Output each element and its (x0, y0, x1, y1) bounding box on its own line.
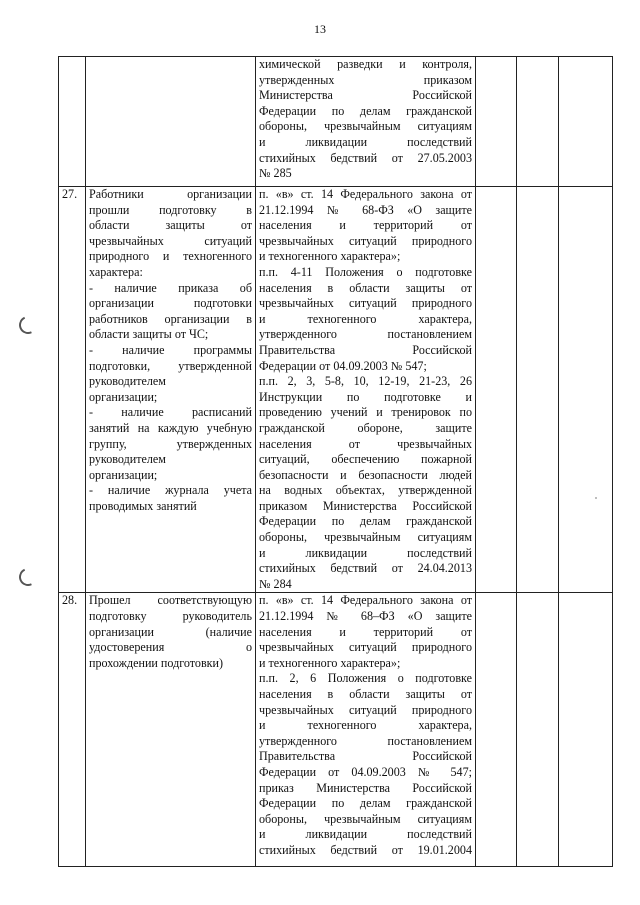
requirement-line: руководителем (89, 452, 166, 467)
table-row (59, 593, 613, 867)
legal-basis-cell (256, 593, 476, 867)
binder-hole-mark (16, 313, 39, 336)
legal-basis-line: Федерации от 04.09.2003 № 547; (259, 358, 427, 373)
legal-basis-cell (256, 187, 476, 593)
scan-speck (595, 497, 597, 499)
legal-basis-line: обороны, чрезвычайным ситуациям (259, 119, 472, 134)
legal-basis-line: утвержденных приказом (259, 72, 472, 87)
legal-basis-line: и ликвидации последствий (259, 827, 472, 842)
legal-basis-line: стихийных бедствий от 27.05.2003 (259, 150, 472, 165)
requirement-line: организации (наличие (89, 624, 252, 639)
binder-hole-mark (16, 565, 39, 588)
requirement-line: работников организации в (89, 311, 252, 326)
row-number: 27. (62, 187, 78, 201)
page-number: 13 (314, 22, 326, 36)
legal-basis-line: на водных объектах, утвержденной (259, 483, 472, 498)
legal-basis-line: п. «в» ст. 14 Федерального закона от (259, 187, 472, 201)
row-number: 28. (62, 593, 78, 608)
legal-basis-line: Федерации по делам гражданской (259, 514, 472, 529)
legal-basis-line: населения и территорий от (259, 624, 472, 639)
legal-basis-line: п.п. 2, 6 Положения о подготовке (259, 671, 472, 686)
legal-basis-line: утвержденного постановлением (259, 327, 472, 342)
requirement-line: - наличие приказа об (89, 280, 252, 295)
legal-basis-line: чрезвычайных ситуаций природного (259, 296, 472, 311)
requirement-line: занятий на каждую учебную (89, 420, 252, 435)
checklist-table (58, 56, 613, 867)
legal-basis-line: населения и территорий от (259, 218, 472, 233)
legal-basis-line: безопасности и безопасности людей (259, 467, 472, 482)
legal-basis-line: Инструкции по подготовке и (259, 389, 472, 404)
legal-basis-line: Федерации по делам гражданской (259, 796, 472, 811)
mark-yes-cell (476, 593, 517, 867)
legal-basis-line: 21.12.1994 № 68-ФЗ «О защите (259, 202, 472, 217)
legal-basis-line: п. «в» ст. 14 Федерального закона от (259, 593, 472, 608)
requirement-line: Работники организации (89, 187, 252, 201)
notes-cell (559, 57, 613, 187)
table-row (59, 187, 613, 593)
legal-basis-line: населения в области защиты от (259, 280, 472, 295)
requirement-line: прохождении подготовки) (89, 655, 224, 670)
requirement-line: организации; (89, 389, 158, 404)
requirement-line: удостоверения о (89, 640, 252, 655)
row-number-cell (59, 57, 86, 187)
requirement-line: - наличие журнала учета (89, 483, 252, 498)
legal-basis-line: химической разведки и контроля, (259, 57, 472, 71)
requirement-line: руководителем (89, 374, 166, 389)
legal-basis-line: Федерации по делам гражданской (259, 103, 472, 118)
requirement-cell (86, 57, 256, 187)
legal-basis-line: утвержденного постановлением (259, 733, 472, 748)
legal-basis-line: стихийных бедствий от 24.04.2013 (259, 561, 472, 576)
requirement-line: области защиты от ЧС; (89, 327, 209, 342)
requirement-line: - наличие расписаний (89, 405, 252, 420)
requirement-line: организации подготовки (89, 296, 252, 311)
legal-basis-line: № 284 (259, 576, 292, 591)
requirement-line: Прошел соответствующую (89, 593, 252, 608)
legal-basis-line: приказ Министерства Российской (259, 780, 472, 795)
mark-yes-cell (476, 187, 517, 593)
notes-cell (559, 593, 613, 867)
legal-basis-line: и техногенного характера»; (259, 249, 401, 264)
legal-basis-line: Правительства Российской (259, 749, 472, 764)
requirement-line: организации; (89, 467, 158, 482)
legal-basis-line: обороны, чрезвычайным ситуациям (259, 530, 472, 545)
requirement-line: природного и техногенного (89, 249, 252, 264)
legal-basis-line: № 285 (259, 166, 292, 181)
legal-basis-line: чрезвычайных ситуаций природного (259, 233, 472, 248)
requirement-line: прошли подготовку в (89, 202, 252, 217)
legal-basis-line: п.п. 4-11 Положения о подготовке (259, 264, 472, 279)
legal-basis-line: приказом Министерства Российской (259, 498, 472, 513)
legal-basis-line: и техногенного характера»; (259, 655, 401, 670)
mark-no-cell (517, 187, 559, 593)
legal-basis-line: стихийных бедствий от 19.01.2004 (259, 842, 472, 857)
legal-basis-line: ситуаций, обеспечению пожарной (259, 452, 472, 467)
row-number-cell (59, 187, 86, 593)
legal-basis-line: населения в области защиты от (259, 687, 472, 701)
requirement-line: подготовку руководитель (89, 609, 252, 624)
requirement-line: чрезвычайных ситуаций (89, 233, 252, 248)
legal-basis-line: гражданской обороне, защите (259, 420, 472, 435)
legal-basis-line: обороны, чрезвычайным ситуациям (259, 811, 472, 826)
legal-basis-line: и ликвидации последствий (259, 545, 472, 560)
requirement-cell (86, 187, 256, 593)
legal-basis-line: населения от чрезвычайных (259, 436, 472, 451)
legal-basis-line: чрезвычайных ситуаций природного (259, 702, 472, 717)
legal-basis-line: чрезвычайных ситуаций природного (259, 640, 472, 655)
legal-basis-line: и техногенного характера, (259, 311, 472, 326)
requirement-line: области защиты от (89, 218, 252, 233)
legal-basis-line: и техногенного характера, (259, 718, 472, 733)
mark-no-cell (517, 57, 559, 187)
legal-basis-line: и ликвидации последствий (259, 134, 472, 149)
legal-basis-line: п.п. 2, 3, 5-8, 10, 12-19, 21-23, 26 (259, 374, 472, 389)
row-number-cell (59, 593, 86, 867)
mark-no-cell (517, 593, 559, 867)
requirement-line: - наличие программы (89, 342, 252, 357)
legal-basis-line: 21.12.1994 № 68–ФЗ «О защите (259, 609, 472, 624)
table-row (59, 57, 613, 187)
legal-basis-cell (256, 57, 476, 187)
notes-cell (559, 187, 613, 593)
requirement-cell (86, 593, 256, 867)
requirement-line: проводимых занятий (89, 498, 197, 513)
legal-basis-line: Правительства Российской (259, 342, 472, 357)
legal-basis-line: Министерства Российской (259, 88, 472, 103)
requirement-line: характера: (89, 264, 143, 279)
mark-yes-cell (476, 57, 517, 187)
requirement-line: подготовки, утвержденной (89, 358, 252, 373)
requirement-line: группу, утвержденных (89, 436, 252, 451)
legal-basis-line: Федерации от 04.09.2003 № 547; (259, 764, 472, 779)
legal-basis-line: проведению учений и тренировок по (259, 405, 472, 420)
